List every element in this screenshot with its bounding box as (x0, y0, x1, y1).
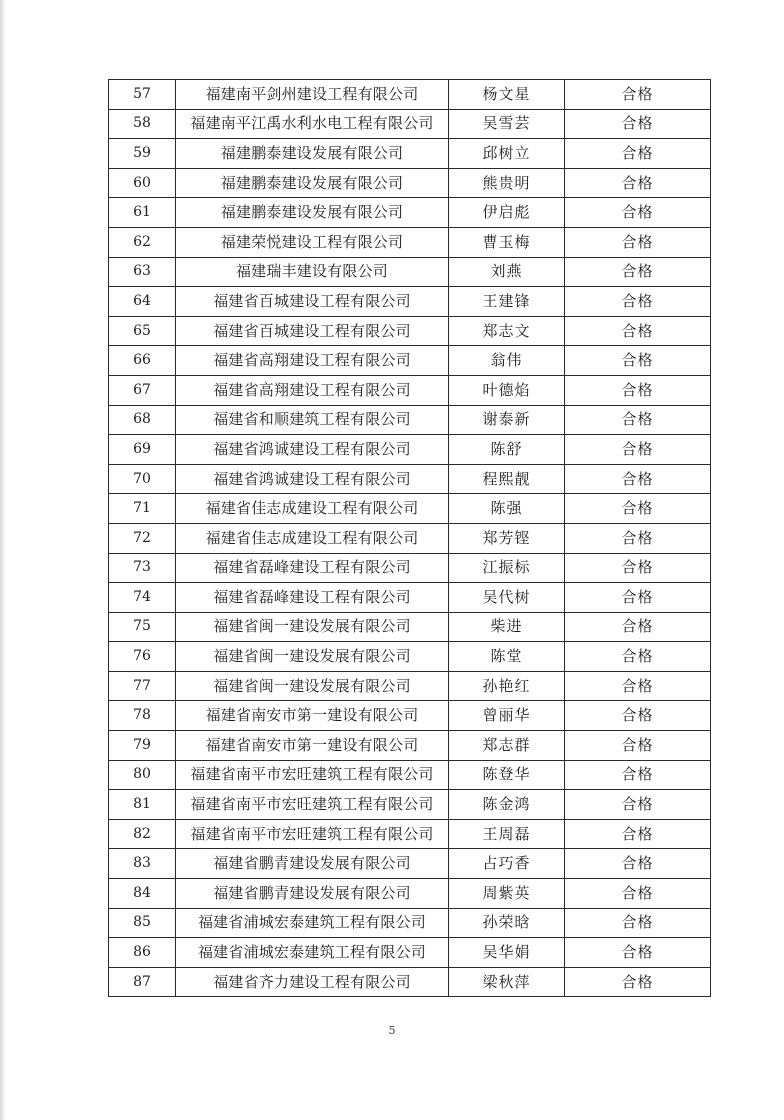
result-status: 合格 (565, 731, 711, 761)
table-row (109, 346, 711, 376)
row-number: 74 (109, 583, 176, 613)
company-name: 福建省和顺建筑工程有限公司 (176, 405, 449, 435)
table-row (109, 819, 711, 849)
row-number: 82 (109, 819, 176, 849)
table-row (109, 464, 711, 494)
company-name: 福建南平江禹水利水电工程有限公司 (176, 109, 449, 139)
person-name: 谢泰新 (449, 405, 565, 435)
result-status: 合格 (565, 583, 711, 613)
result-status: 合格 (565, 612, 711, 642)
row-number: 73 (109, 553, 176, 583)
row-number: 86 (109, 938, 176, 968)
row-number: 84 (109, 879, 176, 909)
company-name: 福建鹏泰建设发展有限公司 (176, 198, 449, 228)
table-row (109, 731, 711, 761)
company-name: 福建省南安市第一建设有限公司 (176, 731, 449, 761)
person-name: 陈金鸿 (449, 790, 565, 820)
company-name: 福建鹏泰建设发展有限公司 (176, 139, 449, 169)
person-name: 吴雪芸 (449, 109, 565, 139)
table-row (109, 642, 711, 672)
result-status: 合格 (565, 168, 711, 198)
person-name: 郑志文 (449, 316, 565, 346)
person-name: 陈舒 (449, 435, 565, 465)
person-name: 吴华娟 (449, 938, 565, 968)
person-name: 周紫英 (449, 879, 565, 909)
table-row (109, 760, 711, 790)
company-name: 福建省闽一建设发展有限公司 (176, 612, 449, 642)
person-name: 孙荣晗 (449, 908, 565, 938)
table-row (109, 257, 711, 287)
person-name: 翁伟 (449, 346, 565, 376)
row-number: 69 (109, 435, 176, 465)
table-row (109, 612, 711, 642)
result-status: 合格 (565, 109, 711, 139)
person-name: 曾丽华 (449, 701, 565, 731)
result-status: 合格 (565, 494, 711, 524)
company-name: 福建省高翔建设工程有限公司 (176, 375, 449, 405)
company-name: 福建省磊峰建设工程有限公司 (176, 583, 449, 613)
person-name: 占巧香 (449, 849, 565, 879)
person-name: 杨文星 (449, 80, 565, 110)
table-row (109, 198, 711, 228)
row-number: 71 (109, 494, 176, 524)
company-name: 福建省齐力建设工程有限公司 (176, 967, 449, 997)
row-number: 67 (109, 375, 176, 405)
person-name: 邱树立 (449, 139, 565, 169)
result-status: 合格 (565, 790, 711, 820)
company-name: 福建鹏泰建设发展有限公司 (176, 168, 449, 198)
row-number: 70 (109, 464, 176, 494)
qualification-table-body (109, 80, 711, 997)
result-status: 合格 (565, 257, 711, 287)
company-name: 福建省南平市宏旺建筑工程有限公司 (176, 760, 449, 790)
company-name: 福建省浦城宏泰建筑工程有限公司 (176, 908, 449, 938)
row-number: 81 (109, 790, 176, 820)
row-number: 79 (109, 731, 176, 761)
row-number: 63 (109, 257, 176, 287)
qualification-table (108, 79, 711, 997)
company-name: 福建省鹏青建设发展有限公司 (176, 849, 449, 879)
company-name: 福建荣悦建设工程有限公司 (176, 227, 449, 257)
company-name: 福建省南平市宏旺建筑工程有限公司 (176, 819, 449, 849)
result-status: 合格 (565, 435, 711, 465)
result-status: 合格 (565, 80, 711, 110)
company-name: 福建省南平市宏旺建筑工程有限公司 (176, 790, 449, 820)
row-number: 58 (109, 109, 176, 139)
company-name: 福建南平剑州建设工程有限公司 (176, 80, 449, 110)
result-status: 合格 (565, 553, 711, 583)
row-number: 80 (109, 760, 176, 790)
company-name: 福建省高翔建设工程有限公司 (176, 346, 449, 376)
row-number: 76 (109, 642, 176, 672)
table-row (109, 938, 711, 968)
page-number: 5 (388, 1024, 396, 1037)
row-number: 87 (109, 967, 176, 997)
table-row (109, 790, 711, 820)
company-name: 福建省闽一建设发展有限公司 (176, 671, 449, 701)
company-name: 福建省佳志成建设工程有限公司 (176, 523, 449, 553)
result-status: 合格 (565, 938, 711, 968)
row-number: 57 (109, 80, 176, 110)
row-number: 68 (109, 405, 176, 435)
table-row (109, 701, 711, 731)
company-name: 福建省南安市第一建设有限公司 (176, 701, 449, 731)
person-name: 程熙靓 (449, 464, 565, 494)
result-status: 合格 (565, 760, 711, 790)
result-status: 合格 (565, 405, 711, 435)
row-number: 78 (109, 701, 176, 731)
row-number: 85 (109, 908, 176, 938)
table-row (109, 849, 711, 879)
company-name: 福建省百城建设工程有限公司 (176, 316, 449, 346)
result-status: 合格 (565, 523, 711, 553)
table-row (109, 435, 711, 465)
table-row (109, 287, 711, 317)
result-status: 合格 (565, 879, 711, 909)
table-row (109, 553, 711, 583)
row-number: 65 (109, 316, 176, 346)
table-row (109, 879, 711, 909)
result-status: 合格 (565, 671, 711, 701)
table-row (109, 967, 711, 997)
company-name: 福建省浦城宏泰建筑工程有限公司 (176, 938, 449, 968)
person-name: 曹玉梅 (449, 227, 565, 257)
person-name: 熊贵明 (449, 168, 565, 198)
table-row (109, 494, 711, 524)
row-number: 60 (109, 168, 176, 198)
table-row (109, 227, 711, 257)
result-status: 合格 (565, 316, 711, 346)
result-status: 合格 (565, 819, 711, 849)
result-status: 合格 (565, 908, 711, 938)
result-status: 合格 (565, 701, 711, 731)
company-name: 福建瑞丰建设有限公司 (176, 257, 449, 287)
company-name: 福建省鸿诚建设工程有限公司 (176, 435, 449, 465)
table-row (109, 316, 711, 346)
result-status: 合格 (565, 139, 711, 169)
table-row (109, 671, 711, 701)
table-row (109, 168, 711, 198)
person-name: 王建锋 (449, 287, 565, 317)
company-name: 福建省百城建设工程有限公司 (176, 287, 449, 317)
row-number: 72 (109, 523, 176, 553)
row-number: 59 (109, 139, 176, 169)
table-row (109, 405, 711, 435)
person-name: 刘燕 (449, 257, 565, 287)
table-row (109, 583, 711, 613)
company-name: 福建省鸿诚建设工程有限公司 (176, 464, 449, 494)
company-name: 福建省佳志成建设工程有限公司 (176, 494, 449, 524)
row-number: 61 (109, 198, 176, 228)
result-status: 合格 (565, 287, 711, 317)
person-name: 伊启彪 (449, 198, 565, 228)
company-name: 福建省闽一建设发展有限公司 (176, 642, 449, 672)
table-row (109, 375, 711, 405)
row-number: 75 (109, 612, 176, 642)
person-name: 郑芳铿 (449, 523, 565, 553)
person-name: 陈登华 (449, 760, 565, 790)
person-name: 叶德焰 (449, 375, 565, 405)
result-status: 合格 (565, 346, 711, 376)
row-number: 66 (109, 346, 176, 376)
person-name: 王周磊 (449, 819, 565, 849)
person-name: 孙艳红 (449, 671, 565, 701)
person-name: 郑志群 (449, 731, 565, 761)
person-name: 江振标 (449, 553, 565, 583)
person-name: 柴进 (449, 612, 565, 642)
result-status: 合格 (565, 967, 711, 997)
table-row (109, 523, 711, 553)
result-status: 合格 (565, 464, 711, 494)
row-number: 83 (109, 849, 176, 879)
row-number: 77 (109, 671, 176, 701)
result-status: 合格 (565, 849, 711, 879)
row-number: 64 (109, 287, 176, 317)
person-name: 陈堂 (449, 642, 565, 672)
result-status: 合格 (565, 642, 711, 672)
person-name: 吴代树 (449, 583, 565, 613)
table-row (109, 139, 711, 169)
result-status: 合格 (565, 198, 711, 228)
person-name: 陈强 (449, 494, 565, 524)
table-row (109, 109, 711, 139)
row-number: 62 (109, 227, 176, 257)
result-status: 合格 (565, 375, 711, 405)
result-status: 合格 (565, 227, 711, 257)
person-name: 梁秋萍 (449, 967, 565, 997)
table-row (109, 908, 711, 938)
page-edge-shadow (0, 0, 6, 1120)
table-row (109, 80, 711, 110)
company-name: 福建省鹏青建设发展有限公司 (176, 879, 449, 909)
company-name: 福建省磊峰建设工程有限公司 (176, 553, 449, 583)
